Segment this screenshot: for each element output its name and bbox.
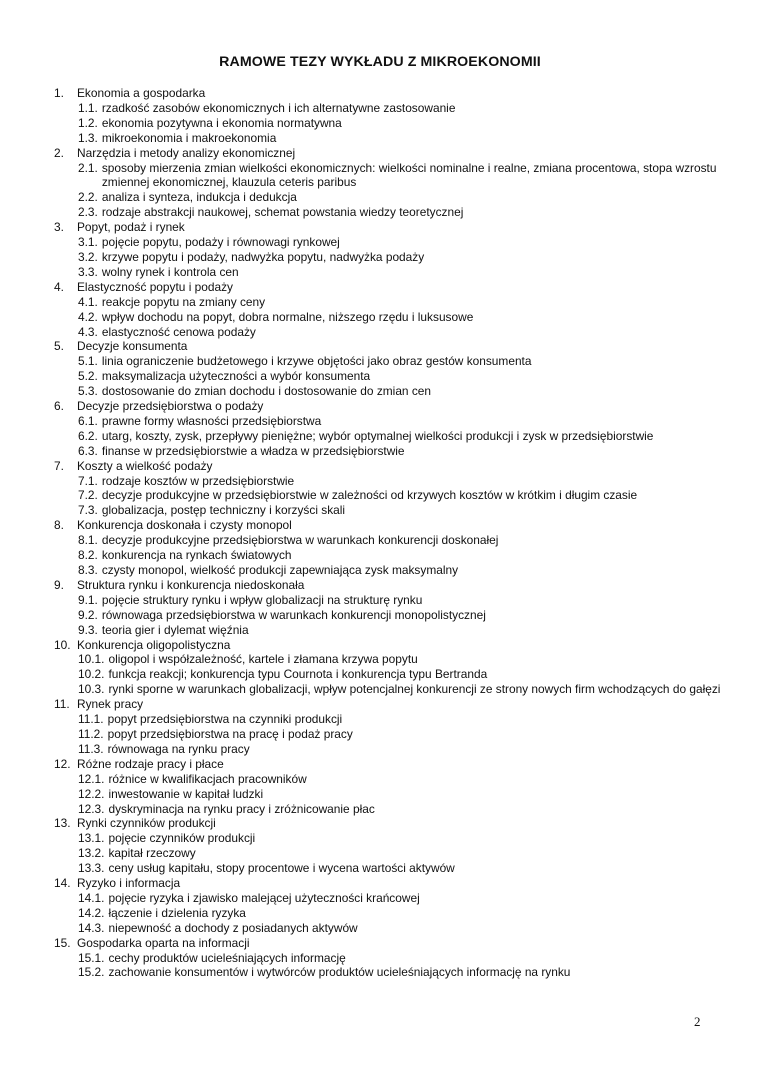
subsection-text: kapitał rzeczowy <box>108 846 196 861</box>
subsection-number: 5.2. <box>78 369 98 384</box>
subsection-number: 11.1. <box>78 712 104 727</box>
section-title: Konkurencja oligopolistyczna <box>77 637 231 652</box>
subsection-number: 5.3. <box>78 384 98 399</box>
section-title: Ekonomia a gospodarka <box>77 86 206 100</box>
subsection-number: 7.1. <box>78 473 98 488</box>
subsection-text: popyt przedsiębiorstwa na czynniki produkcji <box>107 712 343 727</box>
subsection-text: pojęcie popytu, podaży i równowagi rynkowej <box>101 235 340 250</box>
subsection-item <box>54 533 724 548</box>
subsection-item <box>54 965 724 980</box>
subsection-number: 10.2. <box>78 667 105 682</box>
section-heading <box>54 146 724 161</box>
subsection-text: pojęcie ryzyka i zjawisko malejącej użyteczności krańcowej <box>108 890 420 905</box>
section-title: Elastyczność popytu i podaży <box>77 279 233 294</box>
subsection-item <box>54 429 724 444</box>
subsection-number: 10.1. <box>78 652 105 667</box>
section-number: 3. <box>54 220 64 235</box>
subsection-number: 1.1. <box>78 100 98 115</box>
subsection-text: sposoby mierzenia zmian wielkości ekonomicznych: wielkości nominalne i realne, zmiana procentowa, stopa wzrostu zmiennej ekonomicznej, klauzula ceteris paribus <box>101 160 717 190</box>
subsection-number: 1.2. <box>78 115 98 130</box>
subsection-number: 10.3. <box>78 682 105 697</box>
subsection-item <box>54 131 724 146</box>
subsection-text: cechy produktów ucieleśniających informację <box>108 950 346 965</box>
subsection-text: krzywe popytu i podaży, nadwyżka popytu, nadwyżka podaży <box>101 249 425 264</box>
subsection-item <box>54 891 724 906</box>
section-heading <box>54 578 724 593</box>
page-number: 2 <box>694 1014 701 1029</box>
subsection-item <box>54 295 724 310</box>
subsection-number: 13.2. <box>78 846 105 861</box>
subsection-text: rodzaje abstrakcji naukowej, schemat powstania wiedzy teoretycznej <box>101 205 464 220</box>
subsection-item <box>54 593 724 608</box>
subsection-number: 6.3. <box>78 443 98 458</box>
subsection-item <box>54 548 724 563</box>
subsection-text: wpływ dochodu na popyt, dobra normalne, niższego rzędu i luksusowe <box>101 309 474 324</box>
subsection-text: niepewność a dochody z posiadanych aktywów <box>108 920 358 935</box>
section-title: Struktura rynku i konkurencja niedoskonała <box>77 577 305 592</box>
document-title: RAMOWE TEZY WYKŁADU Z MIKROEKONOMII <box>219 54 541 70</box>
section-heading <box>54 339 724 354</box>
subsection-item <box>54 831 724 846</box>
subsection-item <box>54 325 724 340</box>
section-heading <box>54 280 724 295</box>
subsection-text: elastyczność cenowa podaży <box>101 324 256 339</box>
subsection-text: dyskryminacja na rynku pracy i zróżnicowanie płac <box>108 801 375 816</box>
section-number: 13. <box>54 816 71 831</box>
subsection-text: łączenie i dzielenia ryzyka <box>108 905 246 920</box>
subsection-item <box>54 951 724 966</box>
subsection-item <box>54 205 724 220</box>
subsection-item <box>54 161 724 191</box>
subsection-number: 4.3. <box>78 324 98 339</box>
subsection-text: rynki sporne w warunkach globalizacji, wpływ potencjalnej konkurencji ze strony nowych firm wchodzących do gałęzi <box>108 682 721 697</box>
section-heading <box>54 816 724 831</box>
subsection-number: 9.3. <box>78 622 98 637</box>
subsection-number: 6.2. <box>78 428 98 443</box>
subsection-text: pojęcie czynników produkcji <box>108 831 256 846</box>
subsection-item <box>54 190 724 205</box>
subsection-item <box>54 116 724 131</box>
subsection-item <box>54 906 724 921</box>
subsection-text: czysty monopol, wielkość produkcji zapewniająca zysk maksymalny <box>101 563 459 577</box>
subsection-number: 3.3. <box>78 264 98 279</box>
subsection-item <box>54 444 724 459</box>
subsection-number: 8.2. <box>78 548 98 563</box>
table-of-contents <box>54 86 724 980</box>
subsection-item <box>54 623 724 638</box>
subsection-item <box>54 474 724 489</box>
subsection-number: 8.1. <box>78 533 98 548</box>
subsection-text: ekonomia pozytywna i ekonomia normatywna <box>101 115 342 130</box>
section-heading <box>54 220 724 235</box>
subsection-number: 1.3. <box>78 130 98 145</box>
section-title: Różne rodzaje pracy i płace <box>77 756 224 771</box>
subsection-number: 9.2. <box>78 607 98 622</box>
section-number: 7. <box>54 458 64 473</box>
subsection-item <box>54 488 724 503</box>
subsection-item <box>54 921 724 936</box>
section-number: 1. <box>54 86 64 100</box>
section-number: 9. <box>54 577 64 592</box>
section-heading <box>54 638 724 653</box>
subsection-item <box>54 861 724 876</box>
section-number: 5. <box>54 339 64 354</box>
subsection-text: utarg, koszty, zysk, przepływy pieniężne; wybór optymalnej wielkości produkcji i zysk w przedsiębiorstwie <box>101 428 654 443</box>
section-number: 2. <box>54 145 64 160</box>
subsection-number: 9.1. <box>78 592 98 607</box>
subsection-item <box>54 846 724 861</box>
section-heading <box>54 697 724 712</box>
subsection-text: decyzje produkcyjne w przedsiębiorstwie w zależności od krzywych kosztów w krótkim i długim czasie <box>101 488 638 503</box>
section-number: 6. <box>54 399 64 414</box>
subsection-number: 3.2. <box>78 249 98 264</box>
subsection-item <box>54 310 724 325</box>
section-heading <box>54 876 724 891</box>
subsection-text: decyzje produkcyjne przedsiębiorstwa w warunkach konkurencji doskonałej <box>101 533 499 548</box>
subsection-text: funkcja reakcji; konkurencja typu Cournota i konkurencja typu Bertranda <box>108 667 488 682</box>
section-title: Decyzje przedsiębiorstwa o podaży <box>77 399 264 414</box>
subsection-item <box>54 667 724 682</box>
section-title: Narzędzia i metody analizy ekonomicznej <box>77 145 296 160</box>
subsection-number: 11.3. <box>78 741 104 756</box>
section-title: Decyzje konsumenta <box>77 339 188 354</box>
subsection-text: rodzaje kosztów w przedsiębiorstwie <box>101 473 295 488</box>
section-number: 11. <box>54 697 70 712</box>
subsection-number: 2.3. <box>78 205 98 220</box>
section-number: 8. <box>54 518 64 533</box>
subsection-text: popyt przedsiębiorstwa na pracę i podaż pracy <box>107 726 353 741</box>
section-title: Konkurencja doskonała i czysty monopol <box>77 518 292 533</box>
subsection-text: oligopol i współzależność, kartele i złamana krzywa popytu <box>108 652 418 667</box>
subsection-item <box>54 608 724 623</box>
subsection-item <box>54 503 724 518</box>
subsection-number: 14.3. <box>78 920 105 935</box>
subsection-number: 13.1. <box>78 831 105 846</box>
section-heading <box>54 936 724 951</box>
subsection-item <box>54 787 724 802</box>
subsection-text: teoria gier i dylemat więźnia <box>101 622 249 637</box>
subsection-number: 2.1. <box>78 160 98 175</box>
section-title: Popyt, podaż i rynek <box>77 220 185 235</box>
subsection-item <box>54 682 724 697</box>
subsection-item <box>54 727 724 742</box>
section-number: 12. <box>54 756 71 771</box>
section-heading <box>54 518 724 533</box>
subsection-number: 12.2. <box>78 786 105 801</box>
subsection-text: zachowanie konsumentów i wytwórców produktów ucieleśniających informację na rynku <box>108 965 571 980</box>
subsection-text: prawne formy własności przedsiębiorstwa <box>101 413 322 428</box>
subsection-item <box>54 235 724 250</box>
subsection-text: inwestowanie w kapitał ludzki <box>108 786 264 801</box>
subsection-item <box>54 712 724 727</box>
subsection-text: ceny usług kapitału, stopy procentowe i wycena wartości aktywów <box>108 861 455 876</box>
subsection-item <box>54 101 724 116</box>
subsection-text: konkurencja na rynkach światowych <box>101 548 292 563</box>
subsection-number: 11.2. <box>78 726 104 741</box>
subsection-item <box>54 772 724 787</box>
section-heading <box>54 757 724 772</box>
subsection-number: 3.1. <box>78 235 98 250</box>
subsection-number: 7.2. <box>78 488 98 503</box>
subsection-text: finanse w przedsiębiorstwie a władza w przedsiębiorstwie <box>101 443 405 458</box>
subsection-item <box>54 802 724 817</box>
subsection-item <box>54 354 724 369</box>
subsection-text: reakcje popytu na zmiany ceny <box>101 294 266 309</box>
subsection-text: równowaga przedsiębiorstwa w warunkach konkurencji monopolistycznej <box>101 607 486 622</box>
subsection-item <box>54 414 724 429</box>
subsection-item <box>54 563 724 578</box>
subsection-number: 14.2. <box>78 905 105 920</box>
subsection-number: 7.3. <box>78 503 98 518</box>
section-title: Koszty a wielkość podaży <box>77 458 213 473</box>
subsection-item <box>54 652 724 667</box>
subsection-text: maksymalizacja użyteczności a wybór konsumenta <box>101 369 371 384</box>
subsection-text: globalizacja, postęp techniczny i korzyści skali <box>101 503 346 518</box>
section-heading <box>54 459 724 474</box>
subsection-number: 5.1. <box>78 354 98 369</box>
section-title: Gospodarka oparta na informacji <box>77 935 250 950</box>
subsection-number: 4.1. <box>78 294 98 309</box>
section-title: Rynki czynników produkcji <box>77 816 216 831</box>
section-number: 4. <box>54 279 64 294</box>
subsection-text: wolny rynek i kontrola cen <box>101 264 239 279</box>
section-heading <box>54 86 724 101</box>
section-heading <box>54 399 724 414</box>
section-number: 10. <box>54 637 71 652</box>
subsection-number: 15.1. <box>78 950 105 965</box>
subsection-number: 12.3. <box>78 801 105 816</box>
subsection-text: równowaga na rynku pracy <box>107 741 250 756</box>
subsection-text: różnice w kwalifikacjach pracowników <box>108 771 307 786</box>
section-number: 14. <box>54 876 71 891</box>
subsection-number: 6.1. <box>78 413 98 428</box>
subsection-item <box>54 384 724 399</box>
subsection-number: 8.3. <box>78 563 98 577</box>
subsection-text: dostosowanie do zmian dochodu i dostosowanie do zmian cen <box>101 384 432 399</box>
subsection-text: linia ograniczenie budżetowego i krzywe objętości jako obraz gestów konsumenta <box>101 354 532 369</box>
subsection-number: 15.2. <box>78 965 105 980</box>
section-number: 15. <box>54 935 71 950</box>
section-title: Rynek pracy <box>77 697 144 712</box>
subsection-text: mikroekonomia i makroekonomia <box>101 130 277 145</box>
section-title: Ryzyko i informacja <box>77 876 181 891</box>
subsection-number: 4.2. <box>78 309 98 324</box>
subsection-text: analiza i synteza, indukcja i dedukcja <box>101 190 297 205</box>
subsection-item <box>54 742 724 757</box>
subsection-text: rzadkość zasobów ekonomicznych i ich alternatywne zastosowanie <box>101 100 456 115</box>
subsection-item <box>54 265 724 280</box>
subsection-number: 14.1. <box>78 890 105 905</box>
subsection-number: 2.2. <box>78 190 98 205</box>
subsection-item <box>54 369 724 384</box>
subsection-number: 12.1. <box>78 771 105 786</box>
subsection-item <box>54 250 724 265</box>
subsection-number: 13.3. <box>78 861 105 876</box>
subsection-text: pojęcie struktury rynku i wpływ globalizacji na strukturę rynku <box>101 592 423 607</box>
